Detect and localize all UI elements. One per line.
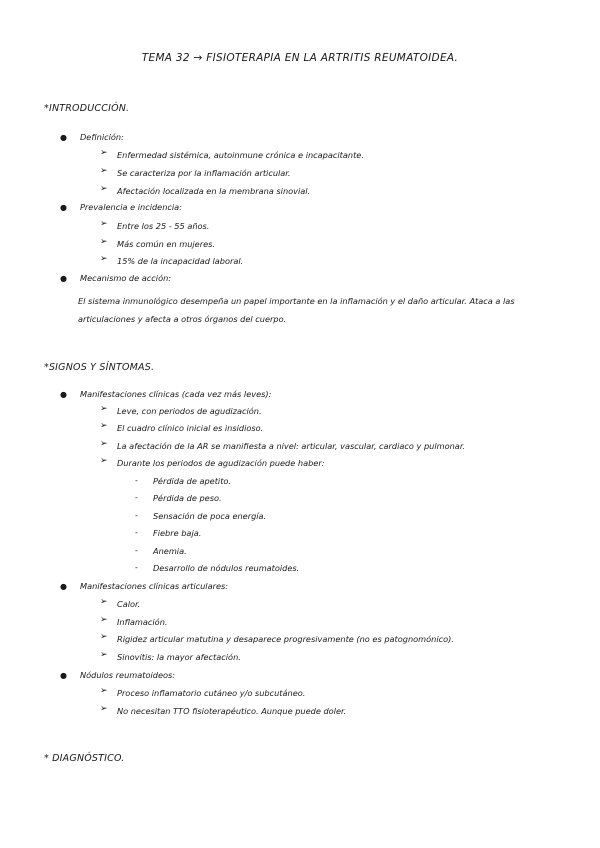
sub-item: Más común en mujeres. — [117, 239, 215, 249]
arrow-icon: ➢ — [100, 632, 108, 642]
sub-item: Rigidez articular matutina y desaparece progresivamente (no es patognomónico). — [117, 634, 454, 644]
arrow-icon: ➢ — [100, 456, 108, 466]
sub-item: Enfermedad sistémica, autoinmune crónica e incapacitante. — [117, 150, 364, 160]
arrow-icon: ➢ — [100, 184, 108, 194]
sub-sub-item: Pérdida de apetito. — [153, 476, 232, 486]
arrow-icon: ➢ — [100, 219, 108, 229]
arrow-icon: ➢ — [100, 686, 108, 696]
arrow-icon: ➢ — [100, 404, 108, 414]
arrow-icon: ➢ — [100, 421, 108, 431]
list-item-manifestaciones: Manifestaciones clínicas (cada vez más leves): — [80, 389, 272, 399]
section-heading-introduccion: *INTRODUCCIÓN. — [44, 103, 130, 114]
page-title: TEMA 32 → FISIOTERAPIA EN LA ARTRITIS REUMATOIDEA. — [141, 52, 459, 64]
sub-item: Afectación localizada en la membrana sinovial. — [117, 186, 311, 196]
bullet-icon: ● — [60, 203, 67, 212]
bullet-icon: ● — [60, 390, 67, 399]
sub-item: Entre los 25 - 55 años. — [117, 221, 210, 231]
sub-sub-item: Sensación de poca energía. — [153, 511, 267, 521]
list-item-mecanismo: Mecanismo de acción: — [80, 273, 172, 283]
arrow-icon: ➢ — [100, 148, 108, 158]
sub-item: Calor. — [117, 599, 141, 609]
dash-icon: - — [135, 563, 138, 572]
sub-item: Sinovitis: la mayor afectación. — [117, 652, 241, 662]
sub-sub-item: Fiebre baja. — [153, 528, 202, 538]
bullet-icon: ● — [60, 582, 67, 591]
sub-item: Durante los periodos de agudización puede haber: — [117, 458, 325, 468]
sub-sub-item: Anemia. — [153, 546, 187, 556]
list-item-articulares: Manifestaciones clínicas articulares: — [80, 581, 229, 591]
bullet-icon: ● — [60, 671, 67, 680]
list-item-nodulos: Nódulos reumatoideos: — [80, 670, 176, 680]
sub-item: Leve, con periodos de agudización. — [117, 406, 262, 416]
arrow-icon: ➢ — [100, 650, 108, 660]
sub-sub-item: Pérdida de peso. — [153, 493, 222, 503]
bullet-icon: ● — [60, 274, 67, 283]
sub-item: Se caracteriza por la inflamación articular. — [117, 168, 291, 178]
list-item-definicion: Definición: — [80, 132, 124, 142]
dash-icon: - — [135, 493, 138, 502]
arrow-icon: ➢ — [100, 615, 108, 625]
mecanismo-paragraph: El sistema inmunológico desempeña un papel importante en la inflamación y el daño articular. Ataca a las articulaciones y afecta a otros órganos del cuerpo. — [78, 296, 515, 324]
sub-item: El cuadro clínico inicial es insidioso. — [117, 423, 264, 433]
list-item-prevalencia: Prevalencia e incidencia: — [80, 202, 182, 212]
sub-item: 15% de la incapacidad laboral. — [117, 256, 244, 266]
sub-item: Proceso inflamatorio cutáneo y/o subcutáneo. — [117, 688, 306, 698]
sub-sub-item: Desarrollo de nódulos reumatoides. — [153, 563, 300, 573]
arrow-icon: ➢ — [100, 237, 108, 247]
dash-icon: - — [135, 528, 138, 537]
bullet-icon: ● — [60, 133, 67, 142]
section-heading-diagnostico: * DIAGNÓSTICO. — [44, 753, 125, 764]
arrow-icon: ➢ — [100, 704, 108, 714]
sub-item: La afectación de la AR se manifiesta a nivel: articular, vascular, cardiaco y pulmonar. — [117, 441, 466, 451]
arrow-icon: ➢ — [100, 254, 108, 264]
dash-icon: - — [135, 476, 138, 485]
dash-icon: - — [135, 511, 138, 520]
arrow-icon: ➢ — [100, 597, 108, 607]
section-heading-signos: *SIGNOS Y SÍNTOMAS. — [44, 362, 155, 373]
dash-icon: - — [135, 546, 138, 555]
sub-item: No necesitan TTO fisioterapéutico. Aunque puede doler. — [117, 706, 347, 716]
arrow-icon: ➢ — [100, 166, 108, 176]
sub-item: Inflamación. — [117, 617, 168, 627]
arrow-icon: ➢ — [100, 439, 108, 449]
